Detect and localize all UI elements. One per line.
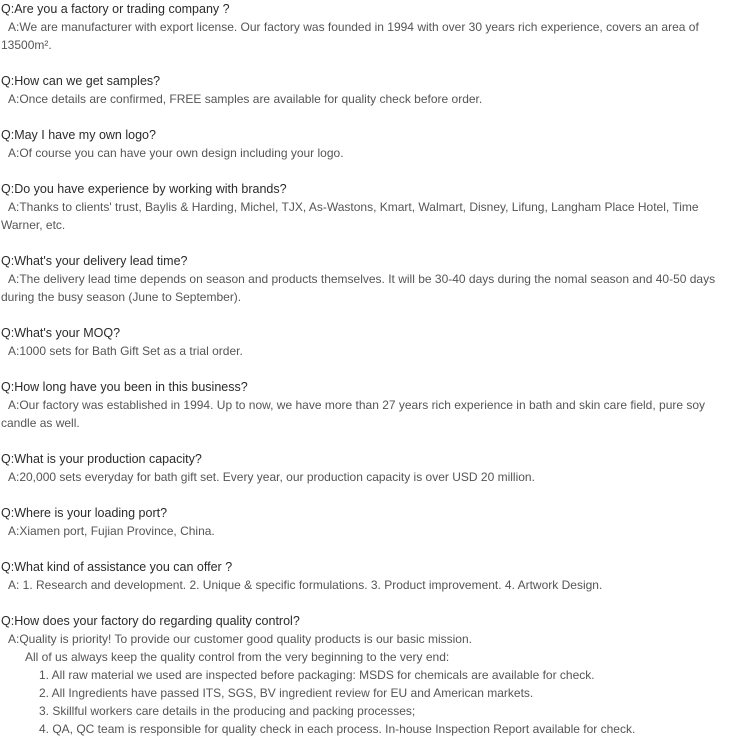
faq-answer: A:Xiamen port, Fujian Province, China. xyxy=(8,524,215,538)
faq-question: Q:Do you have experience by working with brands? xyxy=(1,182,287,196)
faq-answer: A: 1. Research and development. 2. Unique & specific formulations. 3. Product improvement. 4. Artwork Design. xyxy=(8,578,603,592)
quality-list-item: 2. All Ingredients have passed ITS, SGS, BV ingredient review for EU and American markets. xyxy=(39,686,534,700)
faq-question: Q:What is your production capacity? xyxy=(1,452,202,466)
faq-item xyxy=(0,504,740,540)
faq-item xyxy=(0,252,740,306)
faq-question: Q:How can we get samples? xyxy=(1,74,161,88)
faq-question: Q:What kind of assistance you can offer ? xyxy=(1,560,233,574)
faq-question: Q:Where is your loading port? xyxy=(1,506,168,520)
faq-question: Q:How does your factory do regarding quality control? xyxy=(1,614,300,628)
quality-intro: All of us always keep the quality control from the very beginning to the very end: xyxy=(25,650,450,664)
quality-list-item: 3. Skillful workers care details in the producing and packing processes; xyxy=(39,704,416,718)
quality-list-item: 4. QA, QC team is responsible for quality check in each process. In-house Inspection Report available for check. xyxy=(39,722,636,736)
faq-answer: A:We are manufacturer with export license. Our factory was founded in 1994 with over 30 years rich experience, covers an area of 13500m². xyxy=(1,20,699,52)
faq-item xyxy=(0,558,740,594)
faq-question: Q:May I have my own logo? xyxy=(1,128,156,142)
faq-item xyxy=(0,450,740,486)
faq-item xyxy=(0,72,740,108)
faq-question: Q:What's your MOQ? xyxy=(1,326,121,340)
quality-list-item: 1. All raw material we used are inspected before packaging: MSDS for chemicals are available for check. xyxy=(39,668,595,682)
faq-answer: A:1000 sets for Bath Gift Set as a trial order. xyxy=(8,344,243,358)
faq-answer: A:Quality is priority! To provide our customer good quality products is our basic mission. xyxy=(8,632,472,646)
faq-item xyxy=(0,378,740,432)
faq-item xyxy=(0,126,740,162)
faq-answer: A:Of course you can have your own design including your logo. xyxy=(8,146,344,160)
faq-item xyxy=(0,180,740,234)
faq-question: Q:How long have you been in this business? xyxy=(1,380,248,394)
faq-answer: A:Our factory was established in 1994. Up to now, we have more than 27 years rich experience in bath and skin care field, pure soy candle as well. xyxy=(1,398,706,430)
faq-answer: A:The delivery lead time depends on season and products themselves. It will be 30-40 days during the nomal season and 40-50 days during the busy season (June to September). xyxy=(1,272,716,304)
faq-item xyxy=(0,324,740,360)
faq-item xyxy=(0,0,740,54)
faq-answer: A:20,000 sets everyday for bath gift set. Every year, our production capacity is over USD 20 million. xyxy=(8,470,535,484)
faq-question: Q:Are you a factory or trading company ? xyxy=(1,2,230,16)
faq-item-quality xyxy=(0,612,740,738)
faq-answer: A:Once details are confirmed, FREE samples are available for quality check before order. xyxy=(8,92,483,106)
faq-answer: A:Thanks to clients' trust, Baylis & Harding, Michel, TJX, As-Wastons, Kmart, Walmart, Disney, Lifung, Langham Place Hotel, Time Warner, etc. xyxy=(1,200,699,232)
faq-question: Q:What's your delivery lead time? xyxy=(1,254,188,268)
